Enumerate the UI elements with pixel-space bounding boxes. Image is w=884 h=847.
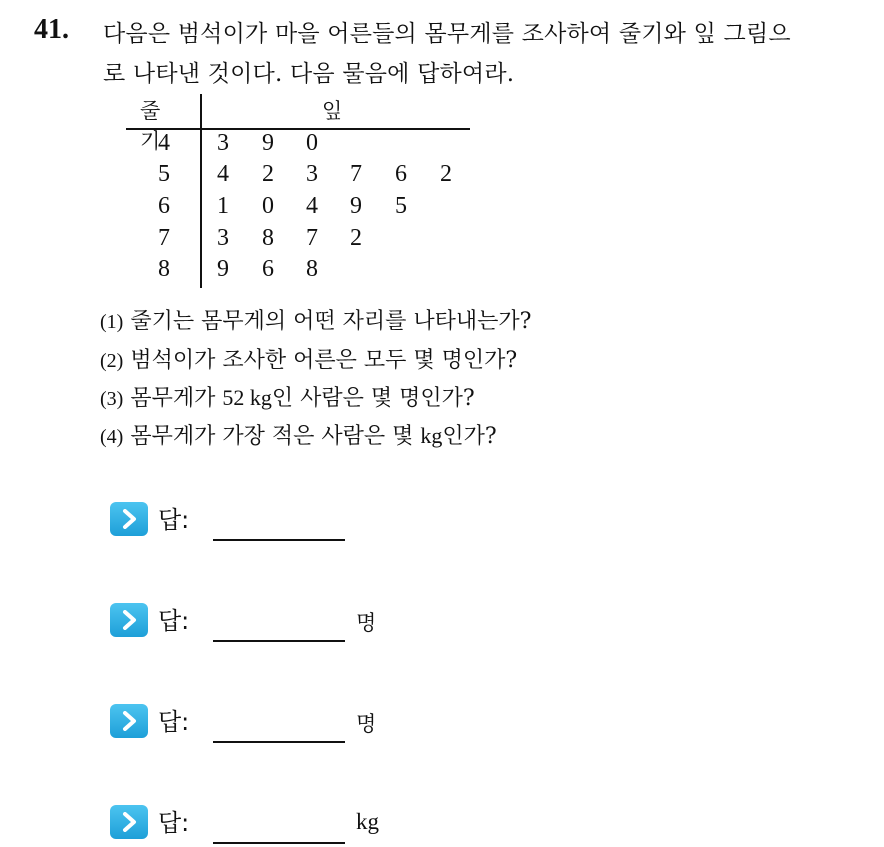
stem-value: 4: [158, 130, 170, 156]
plot-horizontal-rule: [126, 128, 470, 130]
question-text-line-1: 다음은 범석이가 마을 어른들의 몸무게를 조사하여 줄기와 잎 그림으: [103, 21, 791, 47]
leaf-value: 1: [217, 193, 229, 219]
answer-blank[interactable]: [213, 842, 345, 844]
leaf-value: 5: [395, 193, 407, 219]
subquestion-2: [100, 343, 517, 374]
answer-row-4: [110, 803, 510, 843]
subquestion-number: (3): [100, 388, 124, 410]
subquestion-unit: 52 kg: [222, 385, 272, 410]
subquestion-text: 범석이가 조사한 어른은 모두 몇 명인가?: [123, 348, 518, 373]
leaf-value: 6: [395, 161, 407, 187]
stem-value: 7: [158, 225, 170, 251]
chevron-right-icon: [110, 502, 148, 536]
answer-label: 답:: [158, 708, 190, 736]
subquestion-text-tail: 인가?: [442, 424, 497, 449]
subquestion-number: (2): [100, 350, 124, 372]
subquestion-3: [100, 381, 475, 412]
leaf-value: 2: [350, 225, 362, 251]
answer-blank[interactable]: [213, 741, 345, 743]
chevron-right-icon: [110, 603, 148, 637]
answer-blank[interactable]: [213, 539, 345, 541]
answer-unit: kg: [356, 809, 379, 834]
answer-label: 답:: [158, 607, 190, 635]
subquestion-4: [100, 419, 497, 450]
chevron-right-icon: [110, 805, 148, 839]
answer-label: 답:: [158, 506, 190, 534]
subquestion-text-tail: 인 사람은 몇 명인가?: [271, 386, 475, 411]
answer-unit: 명: [356, 712, 377, 736]
answer-blank[interactable]: [213, 640, 345, 642]
stem-value: 5: [158, 161, 170, 187]
leaf-value: 3: [217, 225, 229, 251]
leaf-value: 7: [306, 225, 318, 251]
stem-header: 줄기: [140, 99, 161, 153]
leaf-value: 6: [262, 256, 274, 282]
subquestion-text: 줄기는 몸무게의 어떤 자리를 나타내는가?: [123, 309, 532, 334]
leaf-value: 2: [440, 161, 452, 187]
subquestion-number: (1): [100, 311, 124, 333]
subquestion-1: [100, 304, 531, 335]
answer-unit: 명: [356, 611, 377, 635]
answer-row-2: [110, 601, 510, 641]
stem-value: 8: [158, 256, 170, 282]
leaf-value: 7: [350, 161, 362, 187]
plot-vertical-rule: [200, 94, 202, 288]
answer-label: 답:: [158, 809, 190, 837]
leaf-value: 0: [306, 130, 318, 156]
leaf-value: 3: [217, 130, 229, 156]
leaf-value: 4: [217, 161, 229, 187]
leaf-value: 9: [262, 130, 274, 156]
stem-value: 6: [158, 193, 170, 219]
subquestion-text: 몸무게가: [123, 386, 223, 411]
subquestion-text: 몸무게가 가장 적은 사람은 몇: [123, 424, 421, 449]
question-number: 41.: [34, 14, 69, 45]
answer-row-3: [110, 702, 510, 742]
subquestion-unit: kg: [420, 423, 443, 448]
leaf-value: 8: [262, 225, 274, 251]
leaf-value: 9: [350, 193, 362, 219]
leaf-value: 8: [306, 256, 318, 282]
leaf-value: 4: [306, 193, 318, 219]
answer-row-1: [110, 500, 510, 540]
leaf-value: 0: [262, 193, 274, 219]
question-text-line-2: 로 나타낸 것이다. 다음 물음에 답하여라.: [103, 61, 515, 87]
leaf-value: 2: [262, 161, 274, 187]
leaf-header: 잎: [322, 99, 343, 123]
subquestion-number: (4): [100, 426, 124, 448]
leaf-value: 9: [217, 256, 229, 282]
chevron-right-icon: [110, 704, 148, 738]
leaf-value: 3: [306, 161, 318, 187]
